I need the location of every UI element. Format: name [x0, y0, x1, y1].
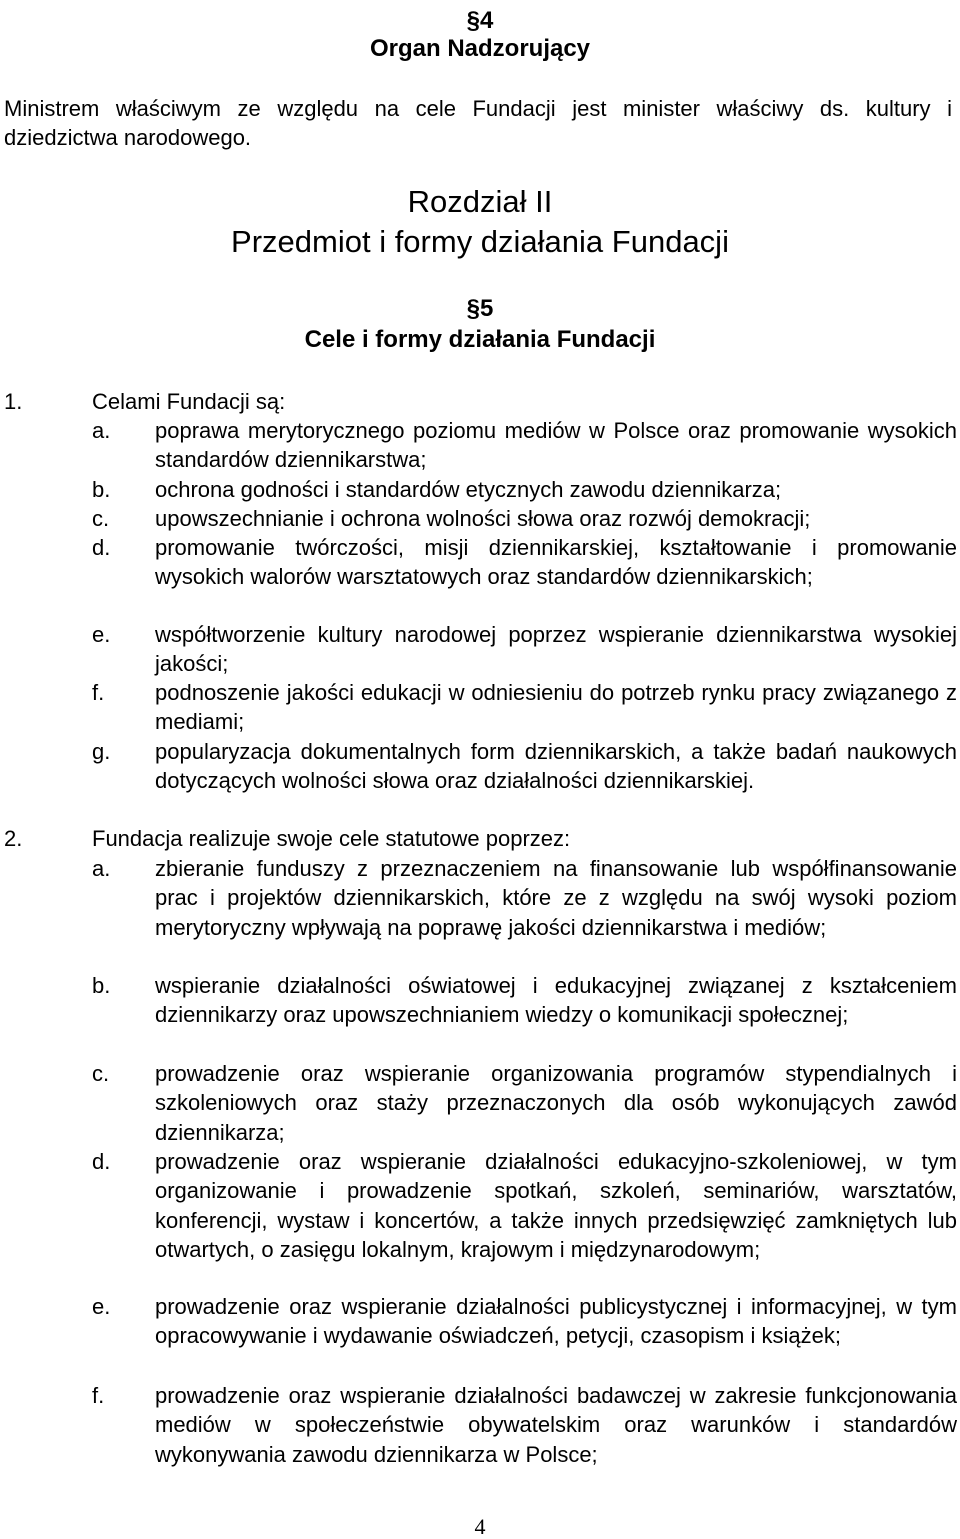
- point-2-text: Fundacja realizuje swoje cele statutowe poprzez:: [92, 826, 571, 851]
- list-item-text: popularyzacja dokumentalnych form dziennikarskich, a także badań naukowych dotyczących wolności słowa oraz działalności dziennikarskiej.: [155, 739, 957, 794]
- page-number: 4: [474, 1514, 486, 1539]
- list-item-text: ochrona godności i standardów etycznych zawodu dziennikarza;: [155, 477, 782, 502]
- section-4-text-line-1: Ministrem właściwym ze względu na cele Fundacji jest minister właściwy ds. kultury i: [4, 96, 952, 121]
- list-item-label: d.: [92, 1149, 111, 1174]
- section-4-text-line-2: dziedzictwa narodowego.: [4, 125, 252, 150]
- section-5-title: Cele i formy działania Fundacji: [304, 326, 656, 353]
- list-item-text: poprawa merytorycznego poziomu mediów w Polsce oraz promowanie wysokich standardów dziennikarstwa;: [155, 418, 957, 473]
- list-item-label: f.: [92, 1383, 105, 1408]
- list-item-label: e.: [92, 1294, 111, 1319]
- list-item-text: zbieranie funduszy z przeznaczeniem na finansowanie lub współfinansowanie prac i projektów dziennikarskich, które ze z względu na swój wysoki poziom merytoryczny wpływają na poprawę jakości dziennikarstwa i mediów;: [155, 856, 957, 940]
- list-item-label: a.: [92, 856, 111, 881]
- list-item-text: prowadzenie oraz wspieranie organizowania programów stypendialnych i szkoleniowych oraz staży przeznaczonych dla osób wykonujących zawód dziennikarza;: [155, 1061, 957, 1145]
- point-1-number: 1.: [4, 389, 23, 414]
- chapter-number: Rozdział II: [407, 184, 553, 219]
- list-item-text: prowadzenie oraz wspieranie działalności badawczej w zakresie funkcjonowania mediów w społeczeństwie obywatelskim oraz warunków i standardów wykonywania zawodu dziennikarza w Polsce;: [155, 1383, 957, 1467]
- chapter-title: Przedmiot i formy działania Fundacji: [231, 224, 729, 259]
- list-item-label: g.: [92, 739, 111, 764]
- list-item-text: promowanie twórczości, misji dziennikarskiej, kształtowanie i promowanie wysokich walorów warsztatowych oraz standardów dziennikarskich;: [155, 535, 957, 590]
- list-item-label: a.: [92, 418, 111, 443]
- list-item-text: współtworzenie kultury narodowej poprzez wspieranie dziennikarstwa wysokiej jakości;: [155, 622, 957, 677]
- section-5-number: §5: [466, 295, 494, 322]
- list-item-text: upowszechnianie i ochrona wolności słowa oraz rozwój demokracji;: [155, 506, 811, 531]
- list-item-label: b.: [92, 973, 111, 998]
- section-4-number: §4: [466, 7, 494, 34]
- list-item-label: f.: [92, 680, 105, 705]
- list-item-label: d.: [92, 535, 111, 560]
- point-1-text: Celami Fundacji są:: [92, 389, 286, 414]
- list-item-text: podnoszenie jakości edukacji w odniesieniu do potrzeb rynku pracy związanego z mediami;: [155, 680, 957, 735]
- list-item-label: b.: [92, 477, 111, 502]
- point-2-number: 2.: [4, 826, 23, 851]
- section-4-title: Organ Nadzorujący: [369, 35, 591, 62]
- list-item-label: c.: [92, 1061, 110, 1086]
- list-item-label: c.: [92, 506, 110, 531]
- list-item-label: e.: [92, 622, 111, 647]
- list-item-text: wspieranie działalności oświatowej i edukacyjnej związanej z kształceniem dziennikarzy oraz upowszechnianiem wiedzy o komunikacji społecznej;: [155, 973, 957, 1028]
- list-item-text: prowadzenie oraz wspieranie działalności edukacyjno-szkoleniowej, w tym organizowanie i prowadzenie spotkań, szkoleń, seminariów, warsztatów, konferencji, wystaw i koncertów, a także innych przedsięwzięć zamkniętych lub otwartych, o zasięgu lokalnym, krajowym i międzynarodowym;: [155, 1149, 957, 1262]
- list-item-text: prowadzenie oraz wspieranie działalności publicystycznej i informacyjnej, w tym opracowywanie i wydawanie oświadczeń, petycji, czasopism i książek;: [155, 1294, 957, 1349]
